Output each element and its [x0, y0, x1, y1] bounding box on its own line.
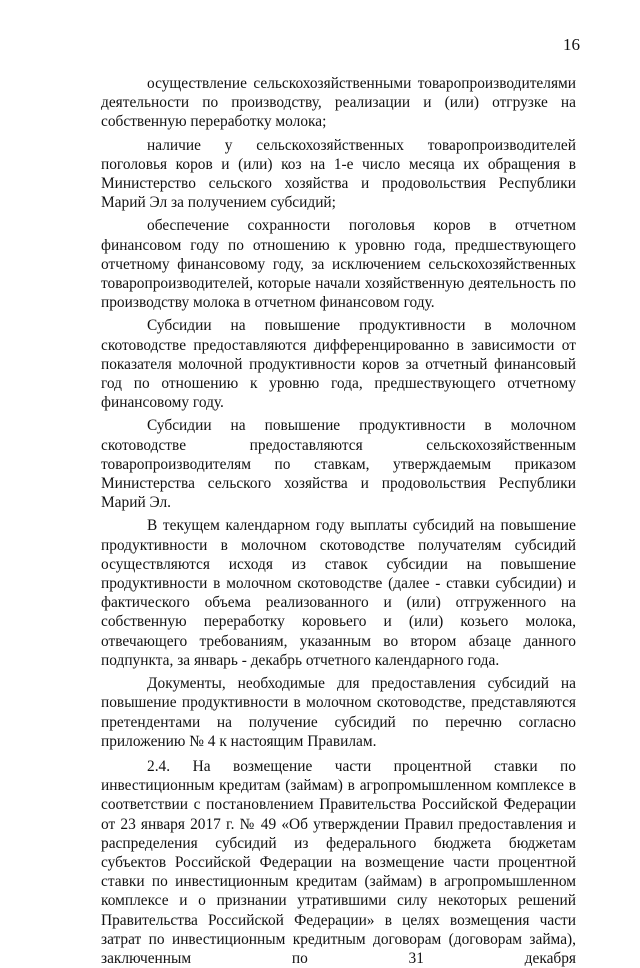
paragraph-1: осуществление сельскохозяйственными товаропроизводителями деятельности по производству, реализации и (или) отгрузке на собственную переработку молока;: [101, 75, 576, 131]
paragraph-2: наличие у сельскохозяйственных товаропроизводителей поголовья коров и (или) коз на 1-е число месяца их обращения в Министерство сельского хозяйства и продовольствия Республики Марий Эл за получением субсидий;: [101, 136, 576, 212]
paragraph-4: Субсидии на повышение продуктивности в молочном скотоводстве предоставляются дифференцированно в зависимости от показателя молочной продуктивности коров за отчетный финансовый год по отношению к уровню года, предшествующего отчетному финансовому году.: [101, 317, 576, 412]
paragraph-5: Субсидии на повышение продуктивности в молочном скотоводстве предоставляются сельскохозяйственным товаропроизводителям по ставкам, утверждаемым приказом Министерства сельского хозяйства и продовольствия Республики Марий Эл.: [101, 417, 576, 512]
paragraph-8: 2.4. На возмещение части процентной ставки по инвестиционным кредитам (займам) в агропромышленном комплексе в соответствии с постановлением Правительства Российской Федерации от 23 января 2017 г. № 49 «Об утверждении Правил предоставления и распределения субсидий из федерального бюджета бюджетам субъектов Российской Федерации на возмещение части процентной ставки по инвестиционным кредитам (займам) в агропромышленном комплексе и о признании утратившими силу некоторых решений Правительства Российской Федерации» в целях возмещения части затрат по инвестиционным кредитным договорам (договорам займа), заключенным по 31 декабря: [101, 757, 576, 967]
paragraph-3: обеспечение сохранности поголовья коров в отчетном финансовом году по отношению к уровню года, предшествующего отчетному финансовому году, за исключением сельскохозяйственных товаропроизводителей, которые начали хозяйственную деятельность по производству молока в отчетном финансовом году.: [101, 217, 576, 312]
paragraph-6: В текущем календарном году выплаты субсидий на повышение продуктивности в молочном скотоводстве получателям субсидий осуществляются исходя из ставок субсидии на повышение продуктивности в молочном скотоводстве (далее - ставки субсидии) и фактического объема реализованного и (или) отгруженного на собственную переработку коровьего и (или) козьего молока, отвечающего требованиям, указанным во втором абзаце данного подпункта, за январь - декабрь отчетного календарного года.: [101, 517, 576, 669]
paragraph-7: Документы, необходимые для предоставления субсидий на повышение продуктивности в молочном скотоводстве, представляются претендентами на получение субсидий по перечню согласно приложению № 4 к настоящим Правилам.: [101, 675, 576, 750]
page-number: 16: [563, 35, 580, 54]
document-body: [101, 74, 576, 968]
